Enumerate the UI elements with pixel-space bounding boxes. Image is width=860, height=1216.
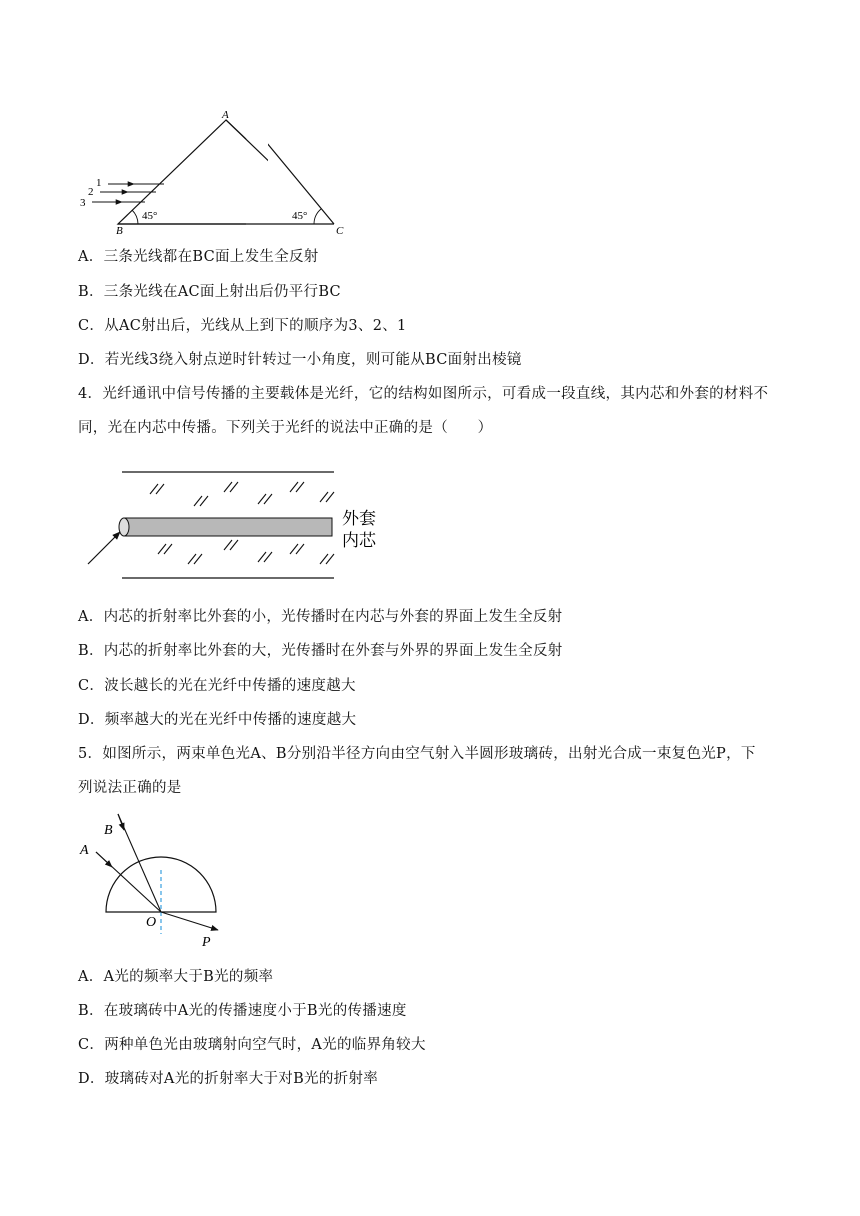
q5-option-a: A．A光的频率大于B光的频率 xyxy=(78,969,274,985)
q4-option-d: D．频率越大的光在光纤中传播的速度越大 xyxy=(78,712,357,728)
q3-option-c: C．从AC射出后，光线从上到下的顺序为3、2、1 xyxy=(78,318,407,334)
vertex-b-label: B xyxy=(116,225,123,236)
fiber-core xyxy=(124,518,332,536)
q5-option-d: D．玻璃砖对A光的折射率大于对B光的折射率 xyxy=(78,1071,379,1087)
prism-figure-right xyxy=(268,106,348,236)
label-a: A xyxy=(80,843,89,858)
q4-stem-line-1: 4．光纤通讯中信号传播的主要载体是光纤，它的结构如图所示，可看成一段直线，其内芯和外套的材料不 xyxy=(78,386,769,402)
q3-option-b: B．三条光线在AC面上射出后仍平行BC xyxy=(78,284,341,300)
prism-triangle xyxy=(118,120,268,224)
ray-b xyxy=(118,814,161,912)
ray-label-3: 3 xyxy=(80,197,86,209)
q4-stem-line-2: 同，光在内芯中传播。下列关于光纤的说法中正确的是（ ） xyxy=(78,420,493,436)
label-p: P xyxy=(202,935,211,950)
core-label: 内芯 xyxy=(342,531,376,550)
ray-label-1: 1 xyxy=(96,177,102,189)
cladding-hatch-top xyxy=(150,482,334,506)
q3-option-d: D．若光线3绕入射点逆时针转过一小角度，则可能从BC面射出棱镜 xyxy=(78,352,522,368)
q5-stem-line-1: 5．如图所示，两束单色光A、B分别沿半径方向由空气射入半圆形玻璃砖，出射光合成一束复色光P，下 xyxy=(78,746,756,762)
cladding-label: 外套 xyxy=(342,509,376,528)
q5-stem-line-2: 列说法正确的是 xyxy=(78,780,182,796)
q3-option-a: A．三条光线都在BC面上发生全反射 xyxy=(78,249,319,265)
cladding-hatch-bottom xyxy=(158,540,334,564)
label-b: B xyxy=(104,823,113,838)
q4-option-b: B．内芯的折射率比外套的大，光传播时在外套与外界的界面上发生全反射 xyxy=(78,643,563,659)
angle-c-label: 45° xyxy=(292,210,308,222)
label-o: O xyxy=(146,915,157,930)
incident-ray xyxy=(88,532,120,564)
semicircle-glass-figure xyxy=(76,808,236,953)
angle-b-label: 45° xyxy=(142,210,158,222)
vertex-a-label: A xyxy=(222,109,229,121)
prism-figure xyxy=(78,106,268,236)
q4-option-a: A．内芯的折射率比外套的小，光传播时在内芯与外套的界面上发生全反射 xyxy=(78,609,563,625)
q5-option-c: C．两种单色光由玻璃射向空气时，A光的临界角较大 xyxy=(78,1037,426,1053)
ray-p xyxy=(161,912,218,930)
q4-option-c: C．波长越长的光在光纤中传播的速度越大 xyxy=(78,678,356,694)
optical-fiber-figure xyxy=(80,462,400,586)
q5-option-b: B．在玻璃砖中A光的传播速度小于B光的传播速度 xyxy=(78,1003,407,1019)
vertex-c-label: C xyxy=(336,225,344,236)
ray-label-2: 2 xyxy=(88,186,94,198)
